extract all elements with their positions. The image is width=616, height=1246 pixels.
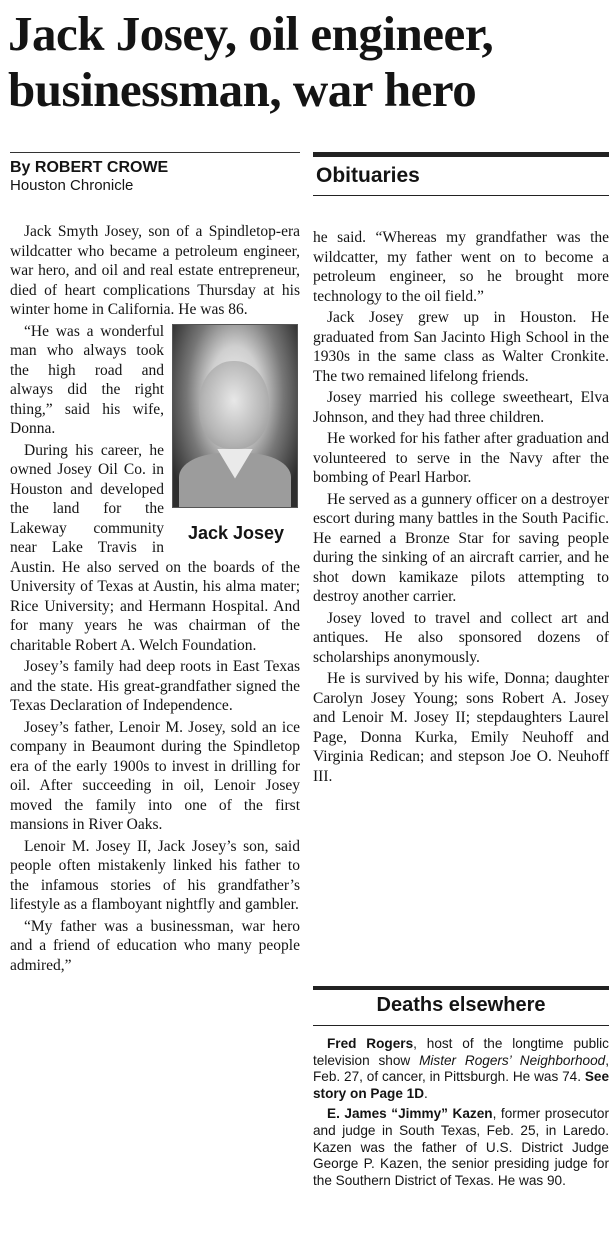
section-bar <box>313 152 609 157</box>
paragraph: “He was a wonderful man who always took the high road and always did the right thing,” said his wife, Donna. <box>10 322 164 437</box>
show-title: Mister Rogers’ Neighborhood <box>419 1052 606 1068</box>
see-story-reference: See story on Page 1D <box>313 1069 609 1101</box>
death-notice <box>313 1036 609 1102</box>
byline <box>10 158 300 195</box>
paragraph: He is survived by his wife, Donna; daughter Carolyn Josey Young; sons Robert A. Josey and Lenoir M. Josey II; stepdaughters Laurel Page, Donna Kurka, Emily Neuhoff and Virginia Redican; and stepson Joe O. Neuhoff III. <box>313 670 609 785</box>
byline-author: By ROBERT CROWE <box>10 159 169 176</box>
paragraph: Jack Josey grew up in Houston. He graduated from San Jacinto High School in the 1930s in the same class as Walter Cronkite. The two remained lifelong friends. <box>313 309 609 385</box>
paragraph: Josey’s father, Lenoir M. Josey, sold an ice company in Beaumont during the Spindletop era of the early 1900s to invest in drilling for oil. After succeeding in oil, Lenoir Josey moved the family into one of the first mansions in River Oaks. <box>10 718 300 833</box>
death-notice-text: , Feb. 27, of cancer, in Pittsburgh. He was 74. <box>313 1052 609 1085</box>
paragraph: Josey’s family had deep roots in East Texas and the state. His great-grandfather signed the Texas Declaration of Independence. <box>10 658 300 714</box>
paragraph: He worked for his father after graduation and volunteered to serve in the Navy after the bombing of Pearl Harbor. <box>313 430 609 486</box>
photo-caption: Jack Josey <box>187 522 285 543</box>
byline-organization: Houston Chronicle <box>10 177 134 194</box>
article-column-2 <box>313 228 609 788</box>
deaths-title: Deaths elsewhere <box>376 994 546 1016</box>
section-rule <box>313 195 609 196</box>
deaths-rule-top <box>313 986 609 990</box>
paragraph: During his career, he owned Josey Oil Co. in Houston and developed the land for the Lakeway community near Lake Travis in Austin. He also served on the boards of the University of Texas at Austin, his alma mater; Rice University; and Hermann Hospital. And for many years he was chairman of the charitable Robert A. Welch Foundation. <box>10 441 300 654</box>
portrait-photo <box>172 324 298 508</box>
paragraph: he said. “Whereas my grandfather was the wildcatter, my father went on to become a petroleum engineer, so he brought more technology to the oil field.” <box>313 229 609 305</box>
deaths-elsewhere-list <box>313 1036 609 1193</box>
byline-rule <box>10 152 300 153</box>
paragraph: “My father was a businessman, war hero and a friend of education who many people admired,” <box>10 917 300 974</box>
death-notice-name: E. James “Jimmy” Kazen <box>327 1106 493 1122</box>
paragraph: Josey loved to travel and collect art and antiques. He also sponsored dozens of scholarships anonymously. <box>313 609 609 666</box>
death-notice <box>313 1106 609 1189</box>
paragraph: Jack Smyth Josey, son of a Spindletop-era wildcatter who became a petroleum engineer, war hero, and oil and real estate entrepreneur, died of heart complications Thursday at his winter home in California. He was 86. <box>10 223 300 318</box>
paragraph: Lenoir M. Josey II, Jack Josey’s son, said people often mistakenly linked his father to the infamous stories of his grandfather’s lifestyle as a flamboyant nightfly and gambler. <box>10 837 300 913</box>
photo-block <box>172 324 300 544</box>
paragraph: He served as a gunnery officer on a destroyer escort during many battles in the South Pacific. He earned a Bronze Star for saving people during the sinking of an aircraft carrier, and he shot down kamikaze pilots attempting to destroy another carrier. <box>313 490 609 605</box>
death-notice-name: Fred Rogers <box>327 1036 414 1051</box>
paragraph: Josey married his college sweetheart, Elva Johnson, and they had three children. <box>313 389 609 426</box>
death-notice-text: , former prosecutor and judge in South Texas, Feb. 25, in Laredo. Kazen was the father of U.S. District Judge George P. Kazen, the senior presiding judge for the Southern District of Texas. He was 90. <box>313 1106 609 1188</box>
death-notice-text: . <box>424 1085 428 1101</box>
death-notice-text: , host of the longtime public television show <box>313 1036 609 1068</box>
deaths-rule-bottom <box>313 1025 609 1026</box>
headline: Jack Josey, oil engineer, businessman, war hero <box>8 6 494 117</box>
article-column-1 <box>10 222 300 977</box>
section-title: Obituaries <box>316 164 420 187</box>
